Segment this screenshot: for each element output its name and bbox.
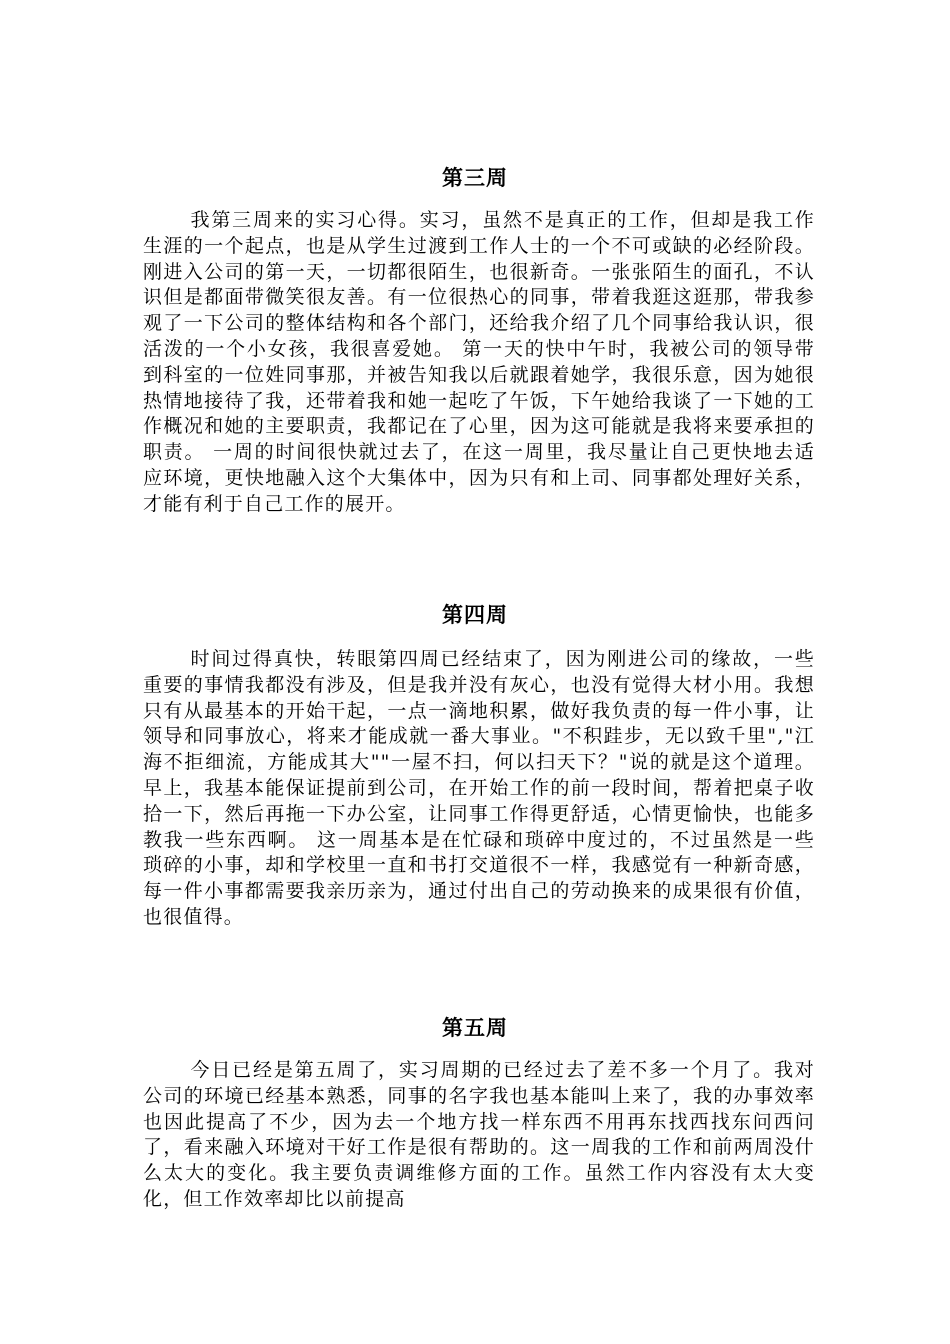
section-title-week-4: 第四周 [442, 603, 508, 627]
section-title-week-3: 第三周 [442, 166, 508, 190]
section-title-week-5: 第五周 [442, 1016, 508, 1040]
section-body-week-4: 时间过得真快，转眼第四周已经结束了，因为刚进公司的缘故，一些重要的事情我都没有涉及，但是我并没有灰心，也没有觉得大材小用。我想只有从最基本的开始干起，一点一滴地积累，做好我负责的每一件小事，让领导和同事放心，将来才能成就一番大事业。"不积跬步，无以致千里","江海不拒细流，方能成其大""一屋不扫，何以扫天下？"说的就是这个道理。 早上，我基本能保证提前到公司，在开始工作的前一段时间，帮着把桌子收拾一下，然后再拖一下办公室，让同事工作得更舒适，心情更愉快，也能多教我一些东西啊。 这一周基本是在忙碌和琐碎中度过的，不过虽然是一些琐碎的小事，却和学校里一直和书打交道很不一样，我感觉有一种新奇感，每一件小事都需要我亲历亲为，通过付出自己的劳动换来的成果很有价值，也很值得。 [143, 648, 815, 928]
section-body-week-5: 今日已经是第五周了，实习周期的已经过去了差不多一个月了。我对公司的环境已经基本熟悉，同事的名字我也基本能叫上来了，我的办事效率也因此提高了不少，因为去一个地方找一样东西不用再东找西找东问西问了，看来融入环境对干好工作是很有帮助的。这一周我的工作和前两周没什么太大的变化。我主要负责调维修方面的工作。虽然工作内容没有太大变化，但工作效率却比以前提高 [143, 1059, 815, 1210]
section-body-week-3: 我第三周来的实习心得。实习，虽然不是真正的工作，但却是我工作生涯的一个起点，也是从学生过渡到工作人士的一个不可或缺的必经阶段。 刚进入公司的第一天，一切都很陌生，也很新奇。一张张陌生的面孔，不认识但是都面带微笑很友善。有一位很热心的同事，带着我逛这逛那，带我参观了一下公司的整体结构和各个部门，还给我介绍了几个同事给我认识，很活泼的一个小女孩，我很喜爱她。 第一天的快中午时，我被公司的领导带到科室的一位姓同事那，并被告知我以后就跟着她学，我很乐意，因为她很热情地接待了我，还带着我和她一起吃了午饭，下午她给我谈了一下她的工作概况和她的主要职责，我都记在了心里，因为这可能就是我将来要承担的职责。 一周的时间很快就过去了，在这一周里，我尽量让自己更快地去适应环境，更快地融入这个大集体中，因为只有和上司、同事都处理好关系，才能有利于自己工作的展开。 [143, 209, 815, 515]
